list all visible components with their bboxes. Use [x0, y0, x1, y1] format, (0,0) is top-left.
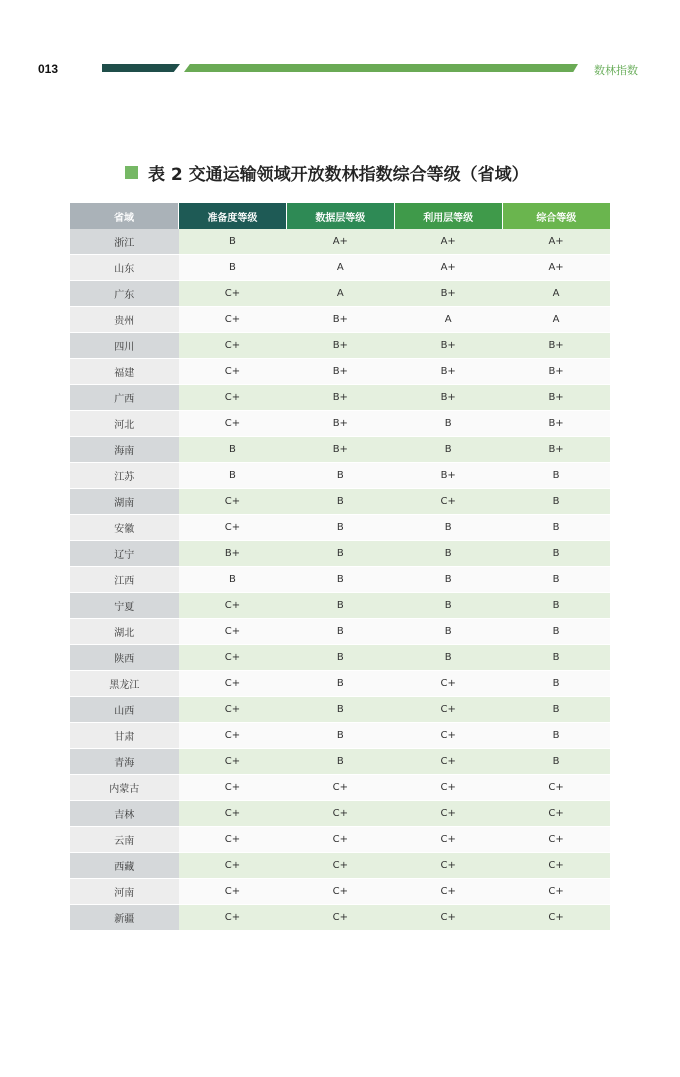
- readiness-cell: C+: [179, 697, 287, 723]
- province-cell: 辽宁: [70, 541, 179, 567]
- province-cell: 福建: [70, 359, 179, 385]
- province-cell: 广西: [70, 385, 179, 411]
- readiness-cell: C+: [179, 333, 287, 359]
- column-header-province: 省域: [70, 203, 179, 229]
- usage-layer-cell: B+: [394, 281, 502, 307]
- province-cell: 云南: [70, 827, 179, 853]
- table-row: [70, 827, 610, 853]
- overall-cell: C+: [502, 827, 610, 853]
- data-layer-cell: C+: [286, 801, 394, 827]
- overall-cell: A: [502, 307, 610, 333]
- readiness-cell: C+: [179, 905, 287, 931]
- usage-layer-cell: C+: [394, 489, 502, 515]
- province-cell: 宁夏: [70, 593, 179, 619]
- header-bar-green: [184, 64, 578, 72]
- usage-layer-cell: A+: [394, 229, 502, 255]
- table-row: [70, 671, 610, 697]
- readiness-cell: C+: [179, 619, 287, 645]
- table-row: [70, 463, 610, 489]
- overall-cell: C+: [502, 905, 610, 931]
- overall-cell: A+: [502, 255, 610, 281]
- overall-cell: A+: [502, 229, 610, 255]
- table-row: [70, 853, 610, 879]
- data-layer-cell: B+: [286, 307, 394, 333]
- usage-layer-cell: B: [394, 437, 502, 463]
- province-cell: 河南: [70, 879, 179, 905]
- province-cell: 安徽: [70, 515, 179, 541]
- overall-cell: B+: [502, 385, 610, 411]
- usage-layer-cell: B+: [394, 385, 502, 411]
- grade-table: [70, 203, 610, 931]
- province-cell: 湖南: [70, 489, 179, 515]
- data-layer-cell: B: [286, 593, 394, 619]
- usage-layer-cell: B: [394, 567, 502, 593]
- data-layer-cell: C+: [286, 827, 394, 853]
- data-layer-cell: B+: [286, 411, 394, 437]
- overall-cell: B: [502, 749, 610, 775]
- data-layer-cell: B: [286, 515, 394, 541]
- province-cell: 四川: [70, 333, 179, 359]
- section-label: 数林指数: [594, 64, 638, 77]
- overall-cell: C+: [502, 879, 610, 905]
- usage-layer-cell: A: [394, 307, 502, 333]
- header-bar-dark: [102, 64, 180, 72]
- table-row: [70, 723, 610, 749]
- data-layer-cell: B: [286, 671, 394, 697]
- usage-layer-cell: C+: [394, 749, 502, 775]
- usage-layer-cell: C+: [394, 723, 502, 749]
- overall-cell: B+: [502, 333, 610, 359]
- province-cell: 陕西: [70, 645, 179, 671]
- usage-layer-cell: B: [394, 593, 502, 619]
- province-cell: 河北: [70, 411, 179, 437]
- province-cell: 湖北: [70, 619, 179, 645]
- column-header-usage-layer: 利用层等级: [394, 203, 502, 229]
- table-row: [70, 333, 610, 359]
- readiness-cell: B: [179, 255, 287, 281]
- province-cell: 黑龙江: [70, 671, 179, 697]
- overall-cell: B: [502, 515, 610, 541]
- overall-cell: B+: [502, 411, 610, 437]
- table-header-row: [70, 203, 610, 229]
- province-cell: 山西: [70, 697, 179, 723]
- table-row: [70, 255, 610, 281]
- usage-layer-cell: C+: [394, 671, 502, 697]
- usage-layer-cell: B+: [394, 359, 502, 385]
- table-body: [70, 229, 610, 931]
- table-row: [70, 645, 610, 671]
- data-layer-cell: B: [286, 489, 394, 515]
- usage-layer-cell: C+: [394, 905, 502, 931]
- overall-cell: B: [502, 593, 610, 619]
- table-title-wrap: [125, 160, 529, 185]
- data-layer-cell: B: [286, 463, 394, 489]
- overall-cell: B: [502, 671, 610, 697]
- readiness-cell: C+: [179, 307, 287, 333]
- table-row: [70, 775, 610, 801]
- table-row: [70, 593, 610, 619]
- table-row: [70, 307, 610, 333]
- readiness-cell: C+: [179, 411, 287, 437]
- usage-layer-cell: C+: [394, 801, 502, 827]
- readiness-cell: C+: [179, 489, 287, 515]
- data-layer-cell: C+: [286, 879, 394, 905]
- readiness-cell: C+: [179, 827, 287, 853]
- table-row: [70, 801, 610, 827]
- readiness-cell: C+: [179, 281, 287, 307]
- table-row: [70, 515, 610, 541]
- readiness-cell: C+: [179, 671, 287, 697]
- data-layer-cell: B: [286, 567, 394, 593]
- overall-cell: B: [502, 723, 610, 749]
- data-layer-cell: B: [286, 749, 394, 775]
- readiness-cell: B: [179, 567, 287, 593]
- table-row: [70, 385, 610, 411]
- table-row: [70, 541, 610, 567]
- overall-cell: B: [502, 567, 610, 593]
- table-row: [70, 489, 610, 515]
- table-row: [70, 619, 610, 645]
- readiness-cell: B: [179, 229, 287, 255]
- usage-layer-cell: B: [394, 411, 502, 437]
- readiness-cell: C+: [179, 515, 287, 541]
- overall-cell: C+: [502, 775, 610, 801]
- province-cell: 贵州: [70, 307, 179, 333]
- overall-cell: A: [502, 281, 610, 307]
- readiness-cell: C+: [179, 385, 287, 411]
- readiness-cell: B+: [179, 541, 287, 567]
- province-cell: 新疆: [70, 905, 179, 931]
- readiness-cell: B: [179, 463, 287, 489]
- readiness-cell: C+: [179, 853, 287, 879]
- data-layer-cell: C+: [286, 853, 394, 879]
- data-layer-cell: B: [286, 723, 394, 749]
- table-row: [70, 359, 610, 385]
- overall-cell: C+: [502, 801, 610, 827]
- data-layer-cell: B: [286, 697, 394, 723]
- data-layer-cell: B: [286, 645, 394, 671]
- province-cell: 江西: [70, 567, 179, 593]
- column-header-data-layer: 数据层等级: [286, 203, 394, 229]
- table-row: [70, 697, 610, 723]
- overall-cell: B: [502, 541, 610, 567]
- usage-layer-cell: B: [394, 541, 502, 567]
- column-header-overall: 综合等级: [502, 203, 610, 229]
- title-square-icon: [125, 166, 138, 179]
- usage-layer-cell: B: [394, 515, 502, 541]
- data-layer-cell: B+: [286, 437, 394, 463]
- data-layer-cell: B: [286, 541, 394, 567]
- table-row: [70, 567, 610, 593]
- readiness-cell: C+: [179, 645, 287, 671]
- overall-cell: B+: [502, 437, 610, 463]
- usage-layer-cell: C+: [394, 697, 502, 723]
- usage-layer-cell: B+: [394, 463, 502, 489]
- province-cell: 海南: [70, 437, 179, 463]
- table-row: [70, 281, 610, 307]
- overall-cell: B: [502, 645, 610, 671]
- readiness-cell: C+: [179, 749, 287, 775]
- overall-cell: B: [502, 619, 610, 645]
- data-layer-cell: A: [286, 255, 394, 281]
- table-row: [70, 437, 610, 463]
- usage-layer-cell: B+: [394, 333, 502, 359]
- table-row: [70, 749, 610, 775]
- table-row: [70, 879, 610, 905]
- data-layer-cell: B+: [286, 359, 394, 385]
- usage-layer-cell: C+: [394, 827, 502, 853]
- province-cell: 吉林: [70, 801, 179, 827]
- table-title: 表 2 交通运输领域开放数林指数综合等级（省域）: [148, 165, 529, 185]
- readiness-cell: C+: [179, 359, 287, 385]
- province-cell: 广东: [70, 281, 179, 307]
- province-cell: 青海: [70, 749, 179, 775]
- readiness-cell: C+: [179, 723, 287, 749]
- overall-cell: B: [502, 463, 610, 489]
- data-layer-cell: B: [286, 619, 394, 645]
- data-layer-cell: B+: [286, 385, 394, 411]
- readiness-cell: C+: [179, 879, 287, 905]
- usage-layer-cell: C+: [394, 879, 502, 905]
- province-cell: 甘肃: [70, 723, 179, 749]
- table-row: [70, 411, 610, 437]
- province-cell: 内蒙古: [70, 775, 179, 801]
- overall-cell: C+: [502, 853, 610, 879]
- overall-cell: B: [502, 489, 610, 515]
- usage-layer-cell: C+: [394, 853, 502, 879]
- overall-cell: B: [502, 697, 610, 723]
- province-cell: 江苏: [70, 463, 179, 489]
- province-cell: 浙江: [70, 229, 179, 255]
- table-row: [70, 905, 610, 931]
- data-layer-cell: B+: [286, 333, 394, 359]
- usage-layer-cell: B: [394, 619, 502, 645]
- overall-cell: B+: [502, 359, 610, 385]
- column-header-readiness: 准备度等级: [179, 203, 287, 229]
- page-number: 013: [38, 62, 59, 76]
- data-layer-cell: A+: [286, 229, 394, 255]
- province-cell: 山东: [70, 255, 179, 281]
- province-cell: 西藏: [70, 853, 179, 879]
- data-layer-cell: C+: [286, 775, 394, 801]
- readiness-cell: B: [179, 437, 287, 463]
- usage-layer-cell: B: [394, 645, 502, 671]
- data-layer-cell: C+: [286, 905, 394, 931]
- readiness-cell: C+: [179, 593, 287, 619]
- usage-layer-cell: C+: [394, 775, 502, 801]
- readiness-cell: C+: [179, 801, 287, 827]
- usage-layer-cell: A+: [394, 255, 502, 281]
- data-layer-cell: A: [286, 281, 394, 307]
- table-row: [70, 229, 610, 255]
- readiness-cell: C+: [179, 775, 287, 801]
